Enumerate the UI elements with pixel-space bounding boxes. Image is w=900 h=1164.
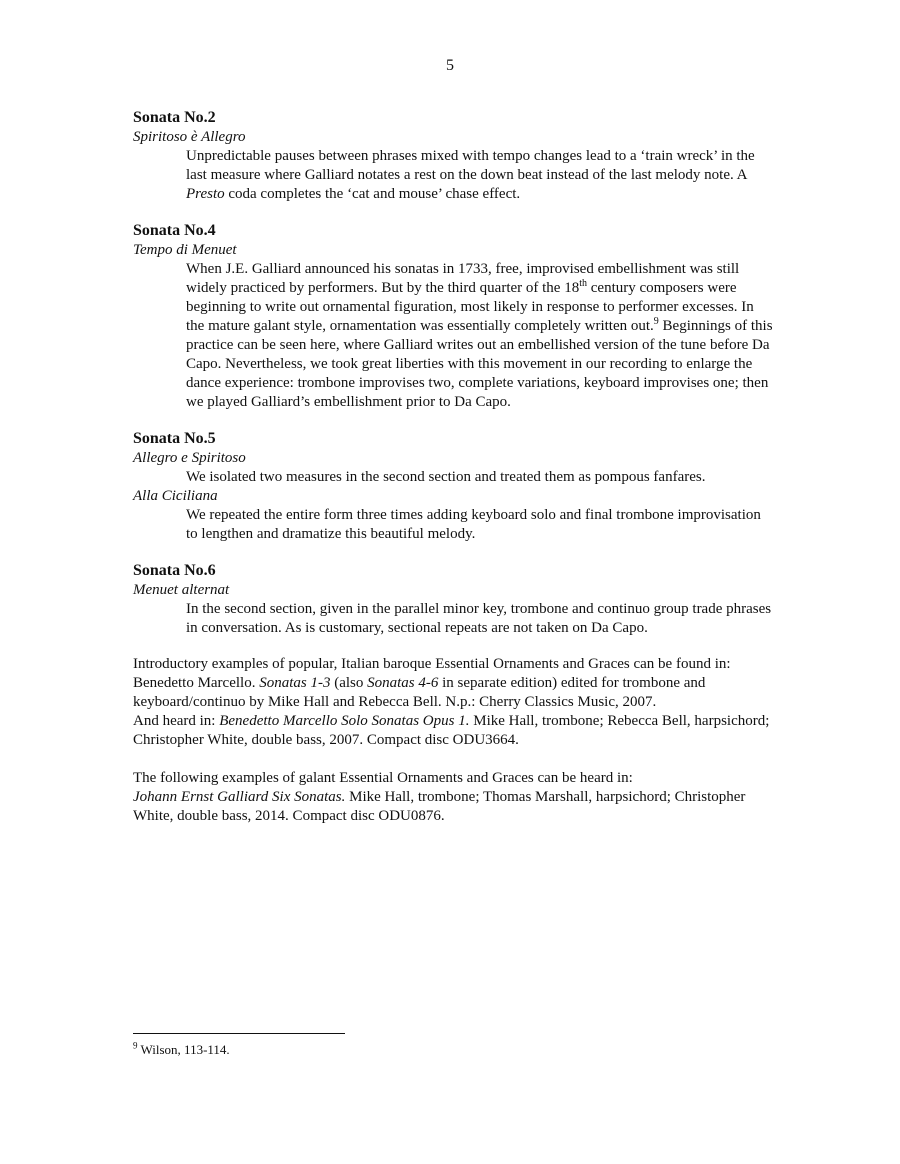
introductory-examples-paragraph — [133, 655, 773, 750]
footnote-reference: 9 — [653, 316, 659, 327]
sonata-4-section — [133, 221, 773, 412]
presto-italic: Presto — [186, 186, 225, 202]
sonata-5-movement-1: Allegro e Spiritoso — [133, 450, 246, 466]
sonata-6-description: In the second section, given in the parallel minor key, trombone and continuo group trade phrases in conversation. As is customary, sectional repeats are not taken on Da Capo. — [186, 601, 772, 636]
text-run: coda completes the ‘cat and mouse’ chase effect. — [224, 186, 521, 202]
sonata-2-title: Sonata No.2 — [133, 109, 216, 126]
sonata-6-title: Sonata No.6 — [133, 562, 216, 579]
sonata-2-description — [186, 147, 773, 204]
text-run: When J.E. Galliard announced his sonatas in 1733, free, improvised embellishment was still widely practiced by performers. But by the third quarter of the 18 — [186, 261, 740, 296]
recording-title-italic: Johann Ernst Galliard Six Sonatas. — [133, 789, 346, 805]
sonata-5-section — [133, 429, 773, 544]
sonata-2-movement: Spiritoso è Allegro — [133, 129, 246, 145]
text-run: in separate edition) edited for trombone and keyboard/continuo by Mike Hall and Rebecca Bell. N.p.: Cherry Classics Music, 2007. — [133, 675, 706, 710]
page-number: 5 — [446, 57, 454, 74]
text-run: Mike Hall, trombone; Thomas Marshall, harpsichord; Christopher White, double bass, 2014. Compact disc ODU0876. — [133, 789, 746, 824]
text-run: Unpredictable pauses between phrases mixed with tempo changes lead to a ‘train wreck’ in the last measure where Galliard notates a rest on the down beat instead of the last melody note. A — [186, 148, 755, 183]
sonata-5-title: Sonata No.5 — [133, 430, 216, 447]
sonata-6-movement: Menuet alternat — [133, 582, 230, 598]
recording-title-italic: Benedetto Marcello Solo Sonatas Opus 1. — [219, 713, 470, 729]
sonata-4-description — [186, 260, 773, 412]
sonata-6-section — [133, 561, 773, 638]
sonata-4-title: Sonata No.4 — [133, 222, 216, 239]
text-run: And heard in: — [133, 713, 220, 729]
document-body — [133, 108, 773, 845]
sonata-5-movement-2: Alla Ciciliana — [133, 488, 218, 504]
text-run: century composers were beginning to write out ornamental figuration, most likely in response to performer excesses. In the mature galant style, ornamentation was essentially completely written out. — [186, 280, 754, 334]
sonata-4-movement: Tempo di Menuet — [133, 242, 237, 258]
sonata-5-description-1: We isolated two measures in the second section and treated them as pompous fanfares. — [186, 469, 706, 485]
footnote-number: 9 — [133, 1040, 138, 1051]
footnote-text: Wilson, 113-114. — [137, 1042, 230, 1057]
superscript-th: th — [579, 278, 587, 289]
text-run: Beginnings of this practice can be seen here, where Galliard writes out an embellished version of the tune before Da Capo. Nevertheless, we took great liberties with this movement in our recording to enlarge the dance experience: trombone improvises two, complete variations, keyboard improvises one; then we played Galliard’s embellishment prior to Da Capo. — [186, 318, 773, 410]
footnote-divider — [133, 1033, 345, 1034]
sonata-5-description-2: We repeated the entire form three times adding keyboard solo and final trombone improvisation to lengthen and dramatize this beautiful melody. — [186, 507, 761, 542]
sonatas-4-6-italic: Sonatas 4-6 — [367, 675, 439, 691]
text-run: (also — [330, 675, 368, 691]
sonata-2-section — [133, 108, 773, 204]
footnote — [133, 1041, 230, 1058]
sonatas-1-3-italic: Sonatas 1-3 — [259, 675, 331, 691]
text-run: Mike Hall, trombone; Rebecca Bell, harpsichord; Christopher White, double bass, 2007. Compact disc ODU3664. — [133, 713, 770, 748]
text-run: The following examples of galant Essential Ornaments and Graces can be heard in: — [133, 770, 633, 786]
text-run: Introductory examples of popular, Italian baroque Essential Ornaments and Graces can be found in: Benedetto Marcello. — [133, 656, 731, 691]
galant-examples-paragraph — [133, 769, 773, 826]
